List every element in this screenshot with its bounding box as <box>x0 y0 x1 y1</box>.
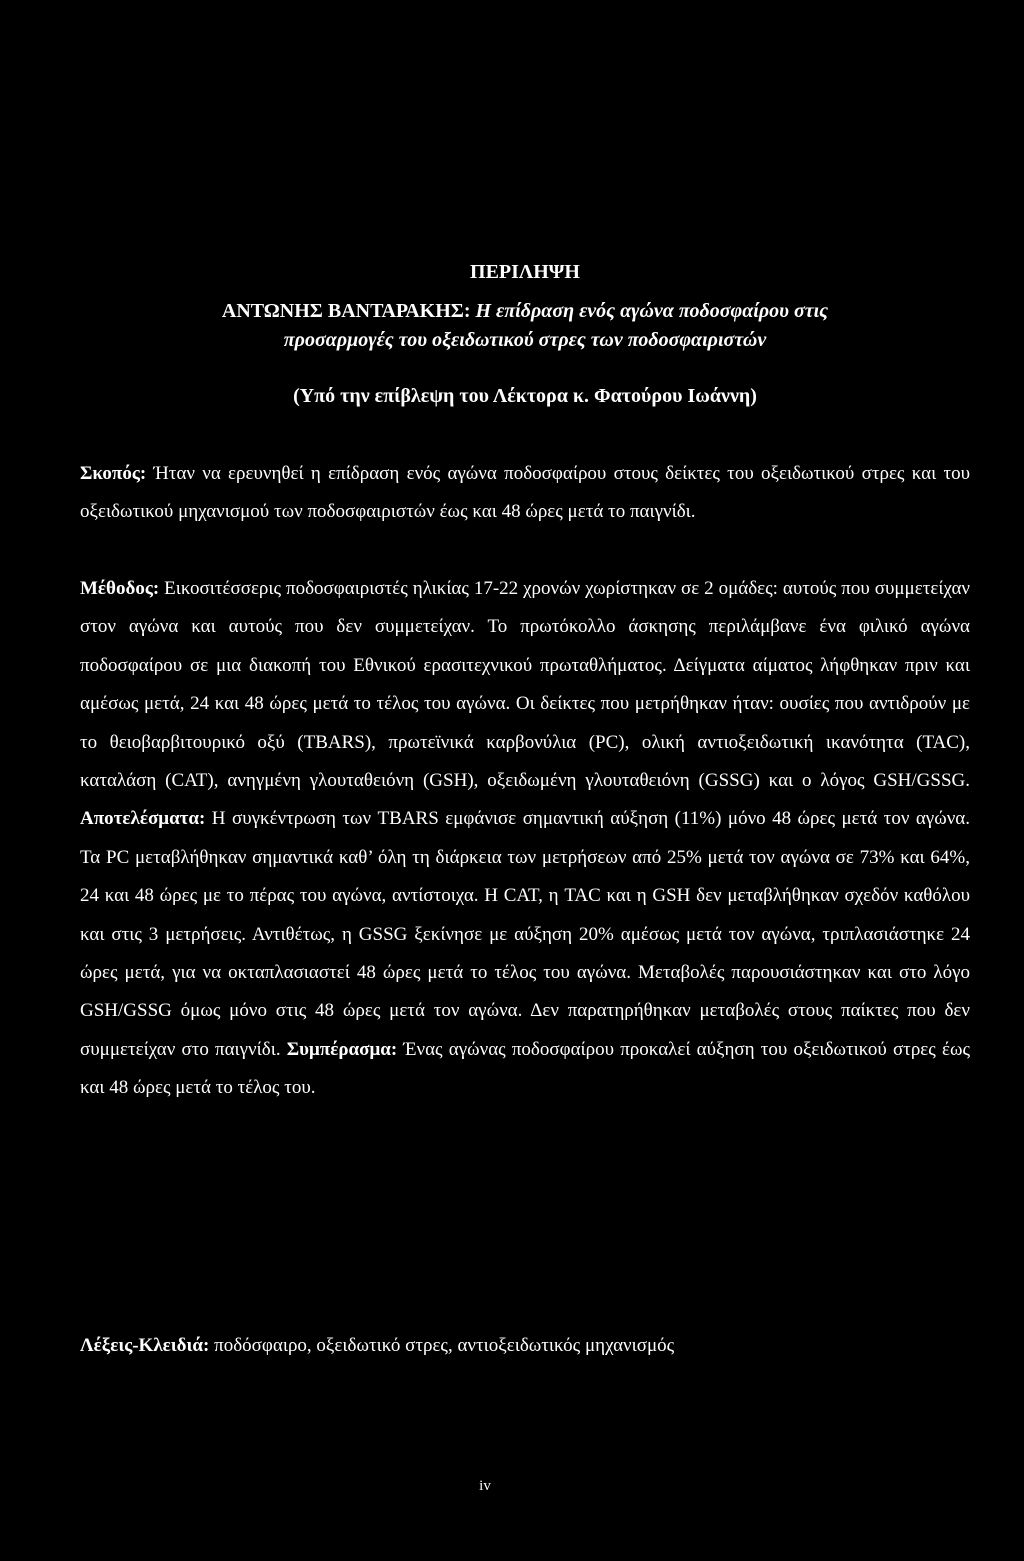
keywords-label: Λέξεις-Κλειδιά: <box>80 1335 210 1356</box>
keywords-text: ποδόσφαιρο, οξειδωτικό στρες, αντιοξειδωτικός μηχανισμός <box>209 1335 675 1356</box>
method-label: Μέθοδος: <box>80 578 160 599</box>
results-text: Η συγκέντρωση των TBARS εμφάνισε σημαντική αύξηση (11%) μόνο 48 ώρες μετά τον αγώνα. Τα PC μεταβλήθηκαν σημαντικά καθ’ όλη τη διάρκεια των μετρήσεων από 25% μετά τον αγώνα σε 73% και 64%, 24 και 48 ώρες με το πέρας του αγώνα, αντίστοιχα. Η CAT, η TAC και η GSH δεν μεταβλήθηκαν σχεδόν καθόλου και στις 3 μετρήσεις. Αντιθέτως, η GSSG ξεκίνησε με αύξηση 20% αμέσως μετά τον αγώνα, τριπλασιάστηκε 24 ώρες μετά, για να οκταπλασιαστεί 48 ώρες μετά το τέλος του αγώνα. Μεταβολές παρουσιάστηκαν και στο λόγο GSH/GSSG όμως μόνο στις 48 ώρες μετά τον αγώνα. Δεν παρατηρήθηκαν μεταβολές στους παίκτες που δεν συμμετείχαν στο παιγνίδι. <box>80 808 970 1060</box>
author-name: ΑΝΤΩΝΗΣ ΒΑΝΤΑΡΑΚΗΣ: <box>221 300 471 322</box>
thesis-title-part-1: Η επίδραση ενός αγώνα ποδοσφαίρου στις <box>475 300 829 322</box>
aim-label: Σκοπός: <box>80 463 147 484</box>
results-label: Αποτελέσματα: <box>80 808 206 830</box>
author-title-line <box>80 297 970 325</box>
aim-text: Ήταν να ερευνηθεί η επίδραση ενός αγώνα ποδοσφαίρου στους δείκτες του οξειδωτικού στρες και του οξειδωτικού μηχανισμού των ποδοσφαιριστών έως και 48 ώρες μετά το παιγνίδι. <box>80 463 970 523</box>
supervision-note: (Υπό την επίβλεψη του Λέκτορα κ. Φατούρου Ιωάννη) <box>293 385 757 407</box>
method-text: Εικοσιτέσσερις ποδοσφαιριστές ηλικίας 17-22 χρονών χωρίστηκαν σε 2 ομάδες: αυτούς που συμμετείχαν στον αγώνα και αυτούς που δεν συμμετείχαν. Το πρωτόκολλο άσκησης περιλάμβανε ένα φιλικό αγώνα ποδοσφαίρου σε μια διακοπή του Εθνικού ερασιτεχνικού πρωταθλήματος. Δείγματα αίματος λήφθηκαν πριν και αμέσως μετά, 24 και 48 ώρες μετά το τέλος του αγώνα. Οι δείκτες που μετρήθηκαν ήταν: ουσίες που αντιδρούν με το θειοβαρβιτουρικό οξύ (TBARS), πρωτεϊνικά καρβονύλια (PC), ολική αντιοξειδωτική ικανότητα (TAC), καταλάση (CAT), ανηγμένη γλουταθειόνη (GSH), οξειδωμένη γλουταθειόνη (GSSG) και ο λόγος GSH/GSSG. <box>80 578 970 792</box>
page-number: iv <box>479 1478 491 1494</box>
thesis-title-part-2: προσαρμογές του οξειδωτικού στρες των ποδοσφαιριστών <box>283 329 767 351</box>
keywords-line <box>80 1332 674 1360</box>
conclusion-label: Συμπέρασμα: <box>286 1038 398 1060</box>
method-results-paragraph <box>80 570 970 1108</box>
conclusion-text: Ένας αγώνας ποδοσφαίρου προκαλεί αύξηση του οξειδωτικού στρες έως και 48 ώρες μετά το τέλος του. <box>80 1038 970 1099</box>
page-title: ΠΕΡΙΛΗΨΗ <box>470 261 580 283</box>
aim-paragraph <box>80 455 970 532</box>
